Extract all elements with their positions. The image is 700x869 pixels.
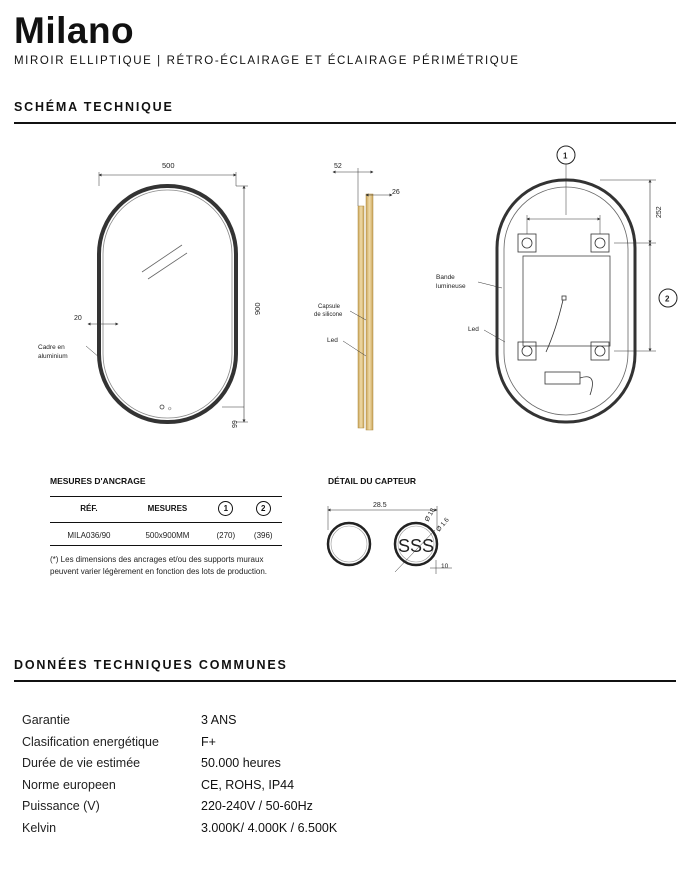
col-size: MESURES (128, 497, 207, 523)
spec-value: 50.000 heures (201, 756, 281, 770)
spec-label: Durée de vie estimée (22, 756, 141, 770)
side-depth-label: 52 (334, 163, 342, 170)
sensor-detail-drawing (328, 502, 452, 574)
front-bottom-offset-label: 99 (232, 420, 239, 428)
specs-list (22, 713, 337, 842)
capsule-label-line1: Capsule (318, 304, 341, 310)
table-row (50, 523, 282, 546)
col-anchor-1: 1 (218, 501, 233, 516)
front-height-label: 900 (253, 302, 262, 315)
side-view-mirror (314, 163, 400, 430)
section-divider (14, 680, 676, 682)
svg-text:☼: ☼ (167, 406, 173, 412)
front-view-mirror (38, 161, 262, 428)
band-label-line1: Bande (436, 274, 455, 281)
sensor-depth-label: 10 (441, 563, 449, 570)
page-subtitle: MIROIR ELLIPTIQUE | RÉTRO-ÉCLAIRAGE ET ÉCLAIRAGE PÉRIMÉTRIQUE (14, 55, 520, 67)
anchor-measurements (50, 476, 290, 578)
list-item (22, 778, 337, 800)
sensor-d2-label: Ø 1.6 (435, 516, 451, 534)
section-title-specs: DONNÉES TECHNIQUES COMMUNES (14, 658, 288, 672)
frame-label-line1: Cadre en (38, 344, 65, 351)
front-width-label: 500 (162, 161, 175, 170)
col-ref: RÉF. (50, 497, 128, 523)
frame-label-line2: aluminium (38, 353, 68, 360)
band-label-line2: lumineuse (436, 283, 466, 290)
spec-label: Puissance (V) (22, 799, 100, 813)
anchor-measurements-title: MESURES D'ANCRAGE (50, 476, 146, 486)
back-view-mirror (436, 146, 677, 422)
back-anchor-2-label: 2 (665, 294, 670, 304)
page-title: Milano (14, 10, 135, 51)
back-led-label: Led (468, 326, 479, 333)
section-title-schema: SCHÉMA TECHNIQUE (14, 100, 174, 114)
cell-ref: MILA036/90 (50, 523, 128, 546)
sensor-symbol-icon: SSS (398, 536, 435, 556)
back-anchor-1-label: 1 (563, 151, 568, 161)
spec-label: Norme europeen (22, 777, 116, 792)
col-anchor-2: 2 (256, 501, 271, 516)
spec-value: 220-240V / 50-60Hz (201, 799, 313, 813)
front-frame-depth-label: 20 (74, 315, 82, 322)
spec-label: Clasification energétique (22, 734, 159, 749)
spec-value: F+ (201, 734, 216, 749)
sensor-d1-label: Ø 18 (423, 507, 437, 523)
touch-sensor-icon (160, 405, 164, 409)
capsule-label-line2: de silicone (314, 312, 343, 318)
list-item (22, 821, 337, 843)
anchor-note: (*) Les dimensions des ancrages et/ou des supports muraux peuvent varier légèrement en fonction des lots de production. (50, 555, 268, 576)
sensor-width-label: 28.5 (373, 502, 387, 509)
spec-value: 3 ANS (201, 713, 237, 727)
anchor-table (50, 496, 282, 546)
cell-m1: (270) (207, 523, 244, 546)
spec-label: Garantie (22, 713, 70, 727)
cell-size: 500x900MM (128, 523, 207, 546)
side-thickness-label: 26 (392, 189, 400, 196)
cell-m2: (396) (245, 523, 282, 546)
back-top-offset-label: 252 (656, 206, 663, 218)
list-item (22, 713, 337, 735)
list-item (22, 756, 337, 778)
spec-label: Kelvin (22, 820, 57, 835)
sensor-detail-title: DÉTAIL DU CAPTEUR (328, 476, 416, 486)
spec-value: 3.000K/ 4.000K / 6.500K (201, 820, 338, 835)
list-item (22, 735, 337, 757)
side-led-label: Led (327, 337, 338, 344)
spec-value: CE, ROHS, IP44 (201, 777, 295, 792)
list-item (22, 799, 337, 821)
